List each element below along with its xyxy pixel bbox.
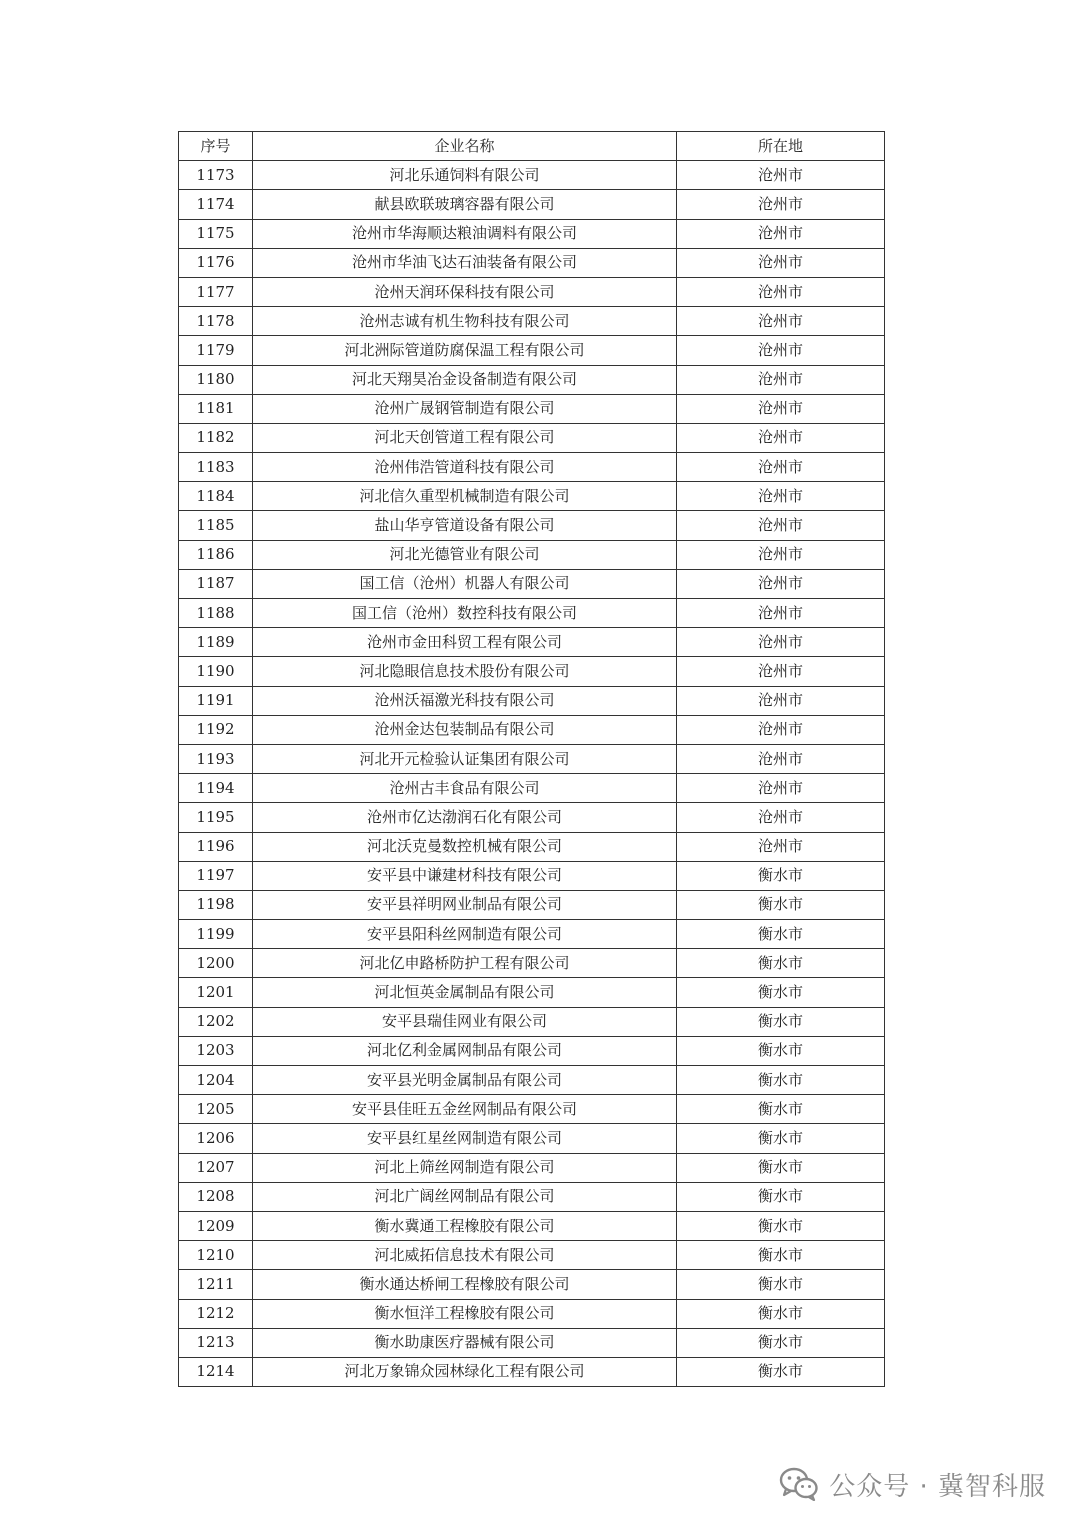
company-table: [178, 131, 885, 1387]
table-row: [179, 1241, 885, 1270]
company-name-cell: 河北万象锦众园林绿化工程有限公司: [253, 1357, 677, 1386]
company-name-cell: 沧州天润环保科技有限公司: [253, 277, 677, 306]
table-row: [179, 540, 885, 569]
company-name-cell: 沧州古丰食品有限公司: [253, 774, 677, 803]
company-name-cell: 衡水助康医疗器械有限公司: [253, 1328, 677, 1357]
company-name-cell: 河北亿利金属网制品有限公司: [253, 1036, 677, 1065]
table-row: [179, 569, 885, 598]
table-row: [179, 482, 885, 511]
location-cell: 衡水市: [677, 1299, 885, 1328]
location-cell: 衡水市: [677, 920, 885, 949]
table-row: [179, 686, 885, 715]
location-cell: 沧州市: [677, 482, 885, 511]
table-row: [179, 774, 885, 803]
company-name-cell: 河北天翔昊冶金设备制造有限公司: [253, 365, 677, 394]
company-name-cell: 安平县佳旺五金丝网制品有限公司: [253, 1095, 677, 1124]
company-name-cell: 河北亿申路桥防护工程有限公司: [253, 949, 677, 978]
company-name-cell: 河北恒英金属制品有限公司: [253, 978, 677, 1007]
table-row: [179, 803, 885, 832]
table-row: [179, 1299, 885, 1328]
row-number-cell: 1185: [179, 511, 253, 540]
row-number-cell: 1197: [179, 861, 253, 890]
table-row: [179, 511, 885, 540]
location-cell: 沧州市: [677, 161, 885, 190]
table-row: [179, 949, 885, 978]
location-cell: 衡水市: [677, 1211, 885, 1240]
location-cell: 沧州市: [677, 803, 885, 832]
company-name-cell: 安平县瑞佳网业有限公司: [253, 1007, 677, 1036]
location-cell: 沧州市: [677, 540, 885, 569]
company-name-cell: 河北上筛丝网制造有限公司: [253, 1153, 677, 1182]
table-row: [179, 161, 885, 190]
table-row: [179, 1066, 885, 1095]
table-row: [179, 657, 885, 686]
location-cell: 沧州市: [677, 394, 885, 423]
location-cell: 衡水市: [677, 1007, 885, 1036]
table-row: [179, 1036, 885, 1065]
table-row: [179, 1211, 885, 1240]
row-number-cell: 1195: [179, 803, 253, 832]
row-number-cell: 1210: [179, 1241, 253, 1270]
row-number-cell: 1213: [179, 1328, 253, 1357]
location-cell: 沧州市: [677, 686, 885, 715]
header-name: 企业名称: [253, 132, 677, 161]
row-number-cell: 1173: [179, 161, 253, 190]
watermark: [779, 1466, 1046, 1502]
company-name-cell: 衡水冀通工程橡胶有限公司: [253, 1211, 677, 1240]
table-row: [179, 336, 885, 365]
table-row: [179, 1270, 885, 1299]
row-number-cell: 1209: [179, 1211, 253, 1240]
company-name-cell: 安平县阳科丝网制造有限公司: [253, 920, 677, 949]
row-number-cell: 1204: [179, 1066, 253, 1095]
table-row: [179, 1007, 885, 1036]
company-name-cell: 献县欧联玻璃容器有限公司: [253, 190, 677, 219]
table-body: [179, 161, 885, 1387]
company-name-cell: 国工信（沧州）数控科技有限公司: [253, 599, 677, 628]
table-header-row: [179, 132, 885, 161]
row-number-cell: 1206: [179, 1124, 253, 1153]
location-cell: 衡水市: [677, 1328, 885, 1357]
company-name-cell: 河北洲际管道防腐保温工程有限公司: [253, 336, 677, 365]
header-no: 序号: [179, 132, 253, 161]
location-cell: 沧州市: [677, 657, 885, 686]
company-name-cell: 沧州广晟钢管制造有限公司: [253, 394, 677, 423]
row-number-cell: 1184: [179, 482, 253, 511]
location-cell: 衡水市: [677, 1066, 885, 1095]
row-number-cell: 1194: [179, 774, 253, 803]
table-row: [179, 890, 885, 919]
table-row: [179, 1124, 885, 1153]
table-row: [179, 1153, 885, 1182]
row-number-cell: 1214: [179, 1357, 253, 1386]
header-location: 所在地: [677, 132, 885, 161]
location-cell: 沧州市: [677, 628, 885, 657]
location-cell: 沧州市: [677, 219, 885, 248]
row-number-cell: 1179: [179, 336, 253, 365]
watermark-text: 公众号 · 冀智科服: [829, 1471, 1046, 1502]
location-cell: 沧州市: [677, 511, 885, 540]
company-name-cell: 河北天创管道工程有限公司: [253, 423, 677, 452]
company-name-cell: 沧州志诚有机生物科技有限公司: [253, 307, 677, 336]
row-number-cell: 1187: [179, 569, 253, 598]
location-cell: 沧州市: [677, 423, 885, 452]
row-number-cell: 1205: [179, 1095, 253, 1124]
company-name-cell: 河北乐通饲料有限公司: [253, 161, 677, 190]
location-cell: 沧州市: [677, 744, 885, 773]
table-row: [179, 277, 885, 306]
company-name-cell: 沧州沃福激光科技有限公司: [253, 686, 677, 715]
company-name-cell: 河北开元检验认证集团有限公司: [253, 744, 677, 773]
location-cell: 沧州市: [677, 569, 885, 598]
table-row: [179, 453, 885, 482]
row-number-cell: 1174: [179, 190, 253, 219]
company-name-cell: 河北信久重型机械制造有限公司: [253, 482, 677, 511]
location-cell: 衡水市: [677, 890, 885, 919]
location-cell: 衡水市: [677, 1357, 885, 1386]
row-number-cell: 1180: [179, 365, 253, 394]
location-cell: 衡水市: [677, 861, 885, 890]
location-cell: 衡水市: [677, 978, 885, 1007]
table-row: [179, 307, 885, 336]
row-number-cell: 1196: [179, 832, 253, 861]
company-name-cell: 河北隐眼信息技术股份有限公司: [253, 657, 677, 686]
company-name-cell: 河北沃克曼数控机械有限公司: [253, 832, 677, 861]
row-number-cell: 1203: [179, 1036, 253, 1065]
wechat-icon: [779, 1467, 819, 1501]
location-cell: 衡水市: [677, 949, 885, 978]
row-number-cell: 1188: [179, 599, 253, 628]
company-name-cell: 沧州市金田科贸工程有限公司: [253, 628, 677, 657]
location-cell: 沧州市: [677, 277, 885, 306]
row-number-cell: 1208: [179, 1182, 253, 1211]
row-number-cell: 1175: [179, 219, 253, 248]
row-number-cell: 1189: [179, 628, 253, 657]
location-cell: 沧州市: [677, 190, 885, 219]
company-name-cell: 沧州伟浩管道科技有限公司: [253, 453, 677, 482]
table-row: [179, 599, 885, 628]
location-cell: 沧州市: [677, 307, 885, 336]
row-number-cell: 1198: [179, 890, 253, 919]
table-row: [179, 832, 885, 861]
row-number-cell: 1190: [179, 657, 253, 686]
table-row: [179, 248, 885, 277]
company-name-cell: 安平县红星丝网制造有限公司: [253, 1124, 677, 1153]
company-name-cell: 安平县光明金属制品有限公司: [253, 1066, 677, 1095]
company-name-cell: 沧州市华海顺达粮油调料有限公司: [253, 219, 677, 248]
location-cell: 衡水市: [677, 1124, 885, 1153]
table-row: [179, 190, 885, 219]
location-cell: 衡水市: [677, 1036, 885, 1065]
location-cell: 沧州市: [677, 774, 885, 803]
company-name-cell: 沧州金达包装制品有限公司: [253, 715, 677, 744]
location-cell: 沧州市: [677, 599, 885, 628]
location-cell: 沧州市: [677, 832, 885, 861]
table-row: [179, 1357, 885, 1386]
location-cell: 沧州市: [677, 365, 885, 394]
location-cell: 沧州市: [677, 715, 885, 744]
table-row: [179, 394, 885, 423]
table-row: [179, 1328, 885, 1357]
company-name-cell: 盐山华亨管道设备有限公司: [253, 511, 677, 540]
row-number-cell: 1186: [179, 540, 253, 569]
table-row: [179, 744, 885, 773]
row-number-cell: 1200: [179, 949, 253, 978]
location-cell: 衡水市: [677, 1241, 885, 1270]
row-number-cell: 1191: [179, 686, 253, 715]
location-cell: 衡水市: [677, 1182, 885, 1211]
row-number-cell: 1193: [179, 744, 253, 773]
location-cell: 沧州市: [677, 336, 885, 365]
location-cell: 衡水市: [677, 1270, 885, 1299]
row-number-cell: 1181: [179, 394, 253, 423]
row-number-cell: 1199: [179, 920, 253, 949]
row-number-cell: 1207: [179, 1153, 253, 1182]
table-row: [179, 365, 885, 394]
table-row: [179, 978, 885, 1007]
company-name-cell: 沧州市亿达渤润石化有限公司: [253, 803, 677, 832]
row-number-cell: 1177: [179, 277, 253, 306]
row-number-cell: 1211: [179, 1270, 253, 1299]
table-row: [179, 628, 885, 657]
table-row: [179, 219, 885, 248]
company-name-cell: 安平县中谦建材科技有限公司: [253, 861, 677, 890]
location-cell: 沧州市: [677, 248, 885, 277]
row-number-cell: 1176: [179, 248, 253, 277]
location-cell: 衡水市: [677, 1153, 885, 1182]
table-row: [179, 920, 885, 949]
company-name-cell: 衡水通达桥闸工程橡胶有限公司: [253, 1270, 677, 1299]
location-cell: 沧州市: [677, 453, 885, 482]
company-name-cell: 国工信（沧州）机器人有限公司: [253, 569, 677, 598]
table-row: [179, 1095, 885, 1124]
company-name-cell: 河北广阔丝网制品有限公司: [253, 1182, 677, 1211]
company-name-cell: 衡水恒洋工程橡胶有限公司: [253, 1299, 677, 1328]
row-number-cell: 1183: [179, 453, 253, 482]
row-number-cell: 1212: [179, 1299, 253, 1328]
company-name-cell: 安平县祥明网业制品有限公司: [253, 890, 677, 919]
row-number-cell: 1201: [179, 978, 253, 1007]
row-number-cell: 1178: [179, 307, 253, 336]
table-row: [179, 1182, 885, 1211]
row-number-cell: 1192: [179, 715, 253, 744]
table-row: [179, 423, 885, 452]
table-row: [179, 715, 885, 744]
row-number-cell: 1182: [179, 423, 253, 452]
company-name-cell: 河北光德管业有限公司: [253, 540, 677, 569]
location-cell: 衡水市: [677, 1095, 885, 1124]
table-row: [179, 861, 885, 890]
company-name-cell: 河北威拓信息技术有限公司: [253, 1241, 677, 1270]
company-name-cell: 沧州市华油飞达石油装备有限公司: [253, 248, 677, 277]
row-number-cell: 1202: [179, 1007, 253, 1036]
